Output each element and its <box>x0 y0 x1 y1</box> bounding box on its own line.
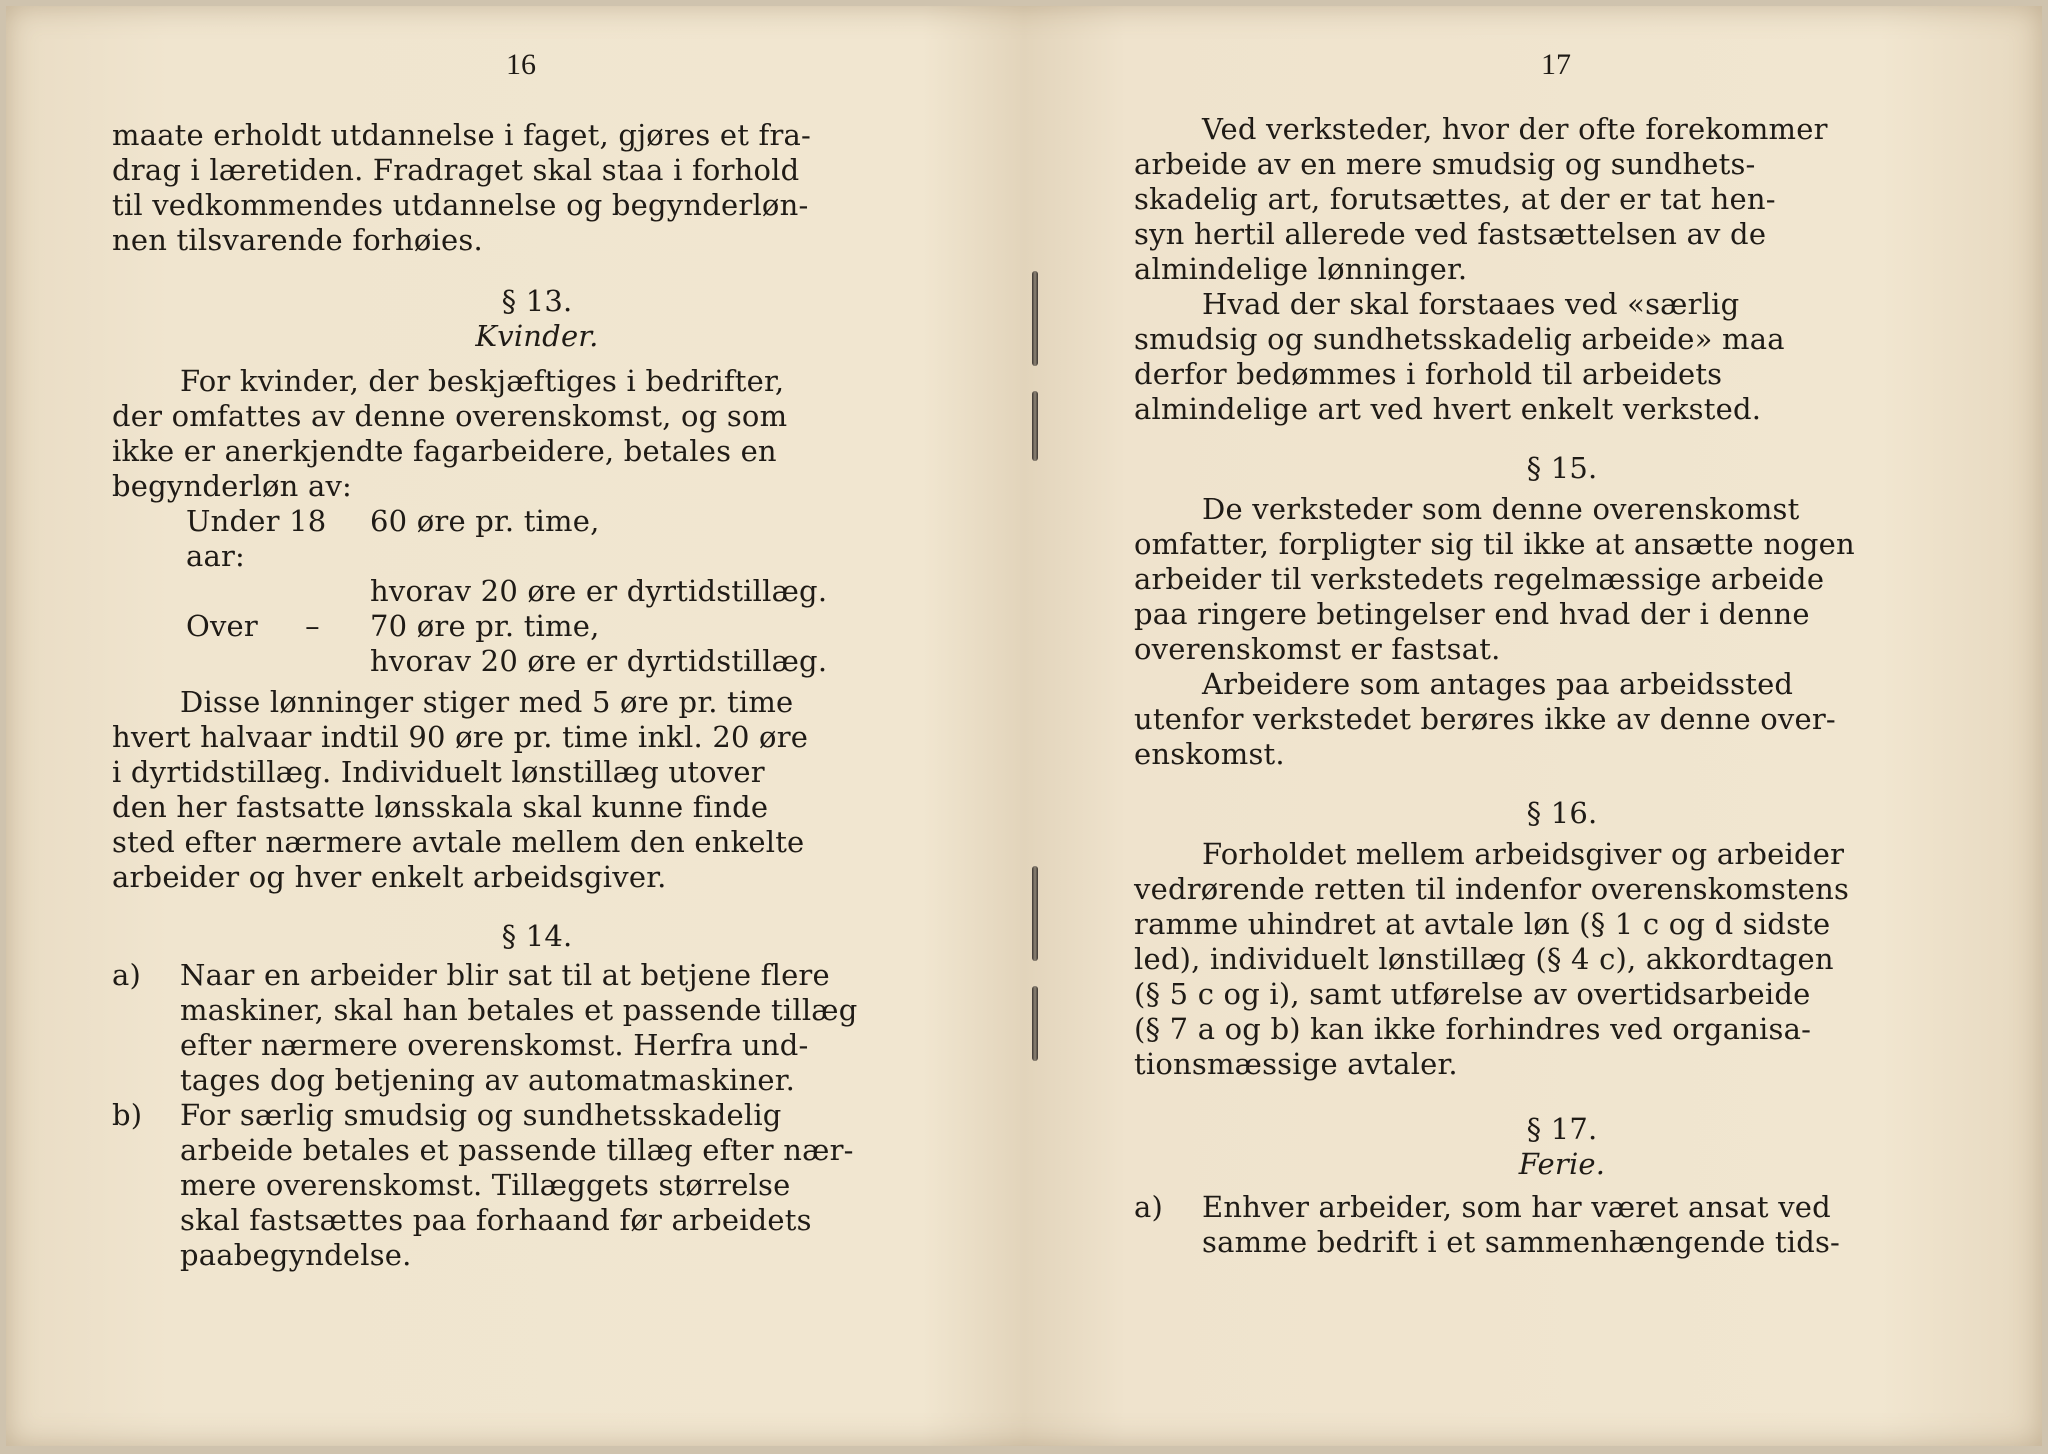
text-line: syn hertil allerede ved fastsættelsen av de <box>1134 217 1767 251</box>
text-line: Arbeidere som antages paa arbeidssted <box>1202 667 1794 701</box>
wage-rate-row <box>112 504 962 574</box>
text-line: samme bedrift i et sammenhængende tids- <box>1202 1225 1841 1259</box>
text-line: ikke er anerkjendte fagarbeidere, betales en <box>112 434 777 468</box>
text-line: For kvinder, der beskjæftiges i bedrifter, <box>180 364 785 398</box>
list-item-label: a) <box>112 958 142 992</box>
text-line: skadelig art, forutsættes, at der er tat hen- <box>1134 182 1776 216</box>
list-item <box>1134 1190 1990 1260</box>
list-item-label: b) <box>112 1098 143 1132</box>
text-line: begynderløn av: <box>112 469 353 503</box>
text-line: arbeider og hver enkelt arbeidsgiver. <box>112 860 667 894</box>
wage-rate-row <box>112 609 962 644</box>
section-13-paragraph-2 <box>112 685 962 895</box>
wage-rate-note: hvorav 20 øre er dyrtidstillæg. <box>370 644 828 678</box>
text-line: For særlig smudsig og sundhetsskadelig <box>180 1098 782 1132</box>
text-line: almindelige lønninger. <box>1134 252 1468 286</box>
wage-rate-value: 70 øre pr. time, <box>370 609 600 643</box>
text-line: Enhver arbeider, som har været ansat ved <box>1202 1190 1831 1224</box>
text-line: utenfor verkstedet berøres ikke av denne over- <box>1134 702 1836 736</box>
text-line: der omfattes av denne overenskomst, og som <box>112 399 788 433</box>
list-item-label: a) <box>1134 1190 1164 1224</box>
text-line: smudsig og sundhetsskadelig arbeide» maa <box>1134 322 1785 356</box>
left-page-body <box>112 118 962 1273</box>
section-15-number: § 15. <box>1526 451 1598 485</box>
text-line: Hvad der skal forstaaes ved «særlig <box>1202 287 1740 321</box>
text-line: De verksteder som denne overenskomst <box>1202 492 1800 526</box>
section-16-number: § 16. <box>1526 796 1598 830</box>
wage-rate-note: hvorav 20 øre er dyrtidstillæg. <box>370 574 828 608</box>
intro-paragraph-1 <box>1134 112 1990 287</box>
wage-rate-label: Over – <box>186 609 320 643</box>
text-line: Naar en arbeider blir sat til at betjene flere <box>180 958 830 992</box>
section-17-title: Ferie. <box>1518 1147 1606 1181</box>
text-line: efter nærmere overenskomst. Herfra und- <box>180 1028 809 1062</box>
wage-rate-value: 60 øre pr. time, <box>370 504 600 538</box>
page-number: 16 <box>506 48 536 81</box>
text-line: tages dog betjening av automatmaskiner. <box>180 1063 795 1097</box>
wage-rate-row <box>112 574 962 609</box>
text-line: (§ 7 a og b) kan ikke forhindres ved organisa- <box>1134 1012 1812 1046</box>
text-line: den her fastsatte lønsskala skal kunne finde <box>112 790 769 824</box>
intro-paragraph <box>112 118 962 258</box>
text-line: maskiner, skal han betales et passende tillæg <box>180 993 858 1027</box>
text-line: led), individuelt lønstillæg (§ 4 c), akkordtagen <box>1134 942 1834 976</box>
wage-rate-row <box>112 644 962 679</box>
wage-rate-label: Under 18 aar: <box>186 504 327 573</box>
section-13-number: § 13. <box>501 284 573 318</box>
text-line: skal fastsættes paa forhaand før arbeidets <box>180 1203 812 1237</box>
section-15-paragraph-1 <box>1134 492 1990 667</box>
text-line: tionsmæssige avtaler. <box>1134 1047 1458 1081</box>
text-line: Forholdet mellem arbeidsgiver og arbeider <box>1202 837 1845 871</box>
list-item <box>112 1098 962 1273</box>
text-line: maate erholdt utdannelse i faget, gjøres et fra- <box>112 118 812 152</box>
section-14-number: § 14. <box>501 919 573 953</box>
text-line: hvert halvaar indtil 90 øre pr. time inkl. 20 øre <box>112 720 809 754</box>
section-16-paragraph <box>1134 837 1990 1082</box>
book-spread <box>6 6 2042 1446</box>
text-line: arbeide betales et passende tillæg efter nær- <box>180 1133 854 1167</box>
text-line: Disse lønninger stiger med 5 øre pr. time <box>180 685 794 719</box>
section-17-number: § 17. <box>1526 1112 1598 1146</box>
list-item <box>112 958 962 1098</box>
text-line: (§ 5 c og i), samt utførelse av overtidsarbeide <box>1134 977 1811 1011</box>
text-line: til vedkommendes utdannelse og begynderløn- <box>112 188 809 222</box>
text-line: mere overenskomst. Tillæggets størrelse <box>180 1168 791 1202</box>
text-line: paa ringere betingelser end hvad der i denne <box>1134 597 1810 631</box>
text-line: Ved verksteder, hvor der ofte forekommer <box>1202 112 1828 146</box>
text-line: almindelige art ved hvert enkelt verksted. <box>1134 392 1762 426</box>
text-line: nen tilsvarende forhøies. <box>112 223 483 257</box>
left-page <box>6 6 1026 1446</box>
text-line: enskomst. <box>1134 737 1285 771</box>
right-page-body <box>1134 112 1990 1260</box>
text-line: i dyrtidstillæg. Individuelt lønstillæg utover <box>112 755 765 789</box>
text-line: paabegyndelse. <box>180 1238 412 1272</box>
section-15-paragraph-2 <box>1134 667 1990 772</box>
section-13-paragraph-1 <box>112 364 962 504</box>
section-13-title: Kvinder. <box>475 319 599 353</box>
text-line: overenskomst er fastsat. <box>1134 632 1501 666</box>
intro-paragraph-2 <box>1134 287 1990 427</box>
text-line: drag i læretiden. Fradraget skal staa i forhold <box>112 153 800 187</box>
wage-rate-table <box>112 504 962 679</box>
text-line: arbeide av en mere smudsig og sundhets- <box>1134 147 1756 181</box>
page-number: 17 <box>1541 48 1571 81</box>
text-line: arbeider til verkstedets regelmæssige arbeide <box>1134 562 1825 596</box>
text-line: derfor bedømmes i forhold til arbeidets <box>1134 357 1723 391</box>
right-page <box>1026 6 2042 1446</box>
text-line: ramme uhindret at avtale løn (§ 1 c og d sidste <box>1134 907 1831 941</box>
text-line: vedrørende retten til indenfor overenskomstens <box>1134 872 1850 906</box>
text-line: sted efter nærmere avtale mellem den enkelte <box>112 825 805 859</box>
text-line: omfatter, forpligter sig til ikke at ansætte nogen <box>1134 527 1855 561</box>
